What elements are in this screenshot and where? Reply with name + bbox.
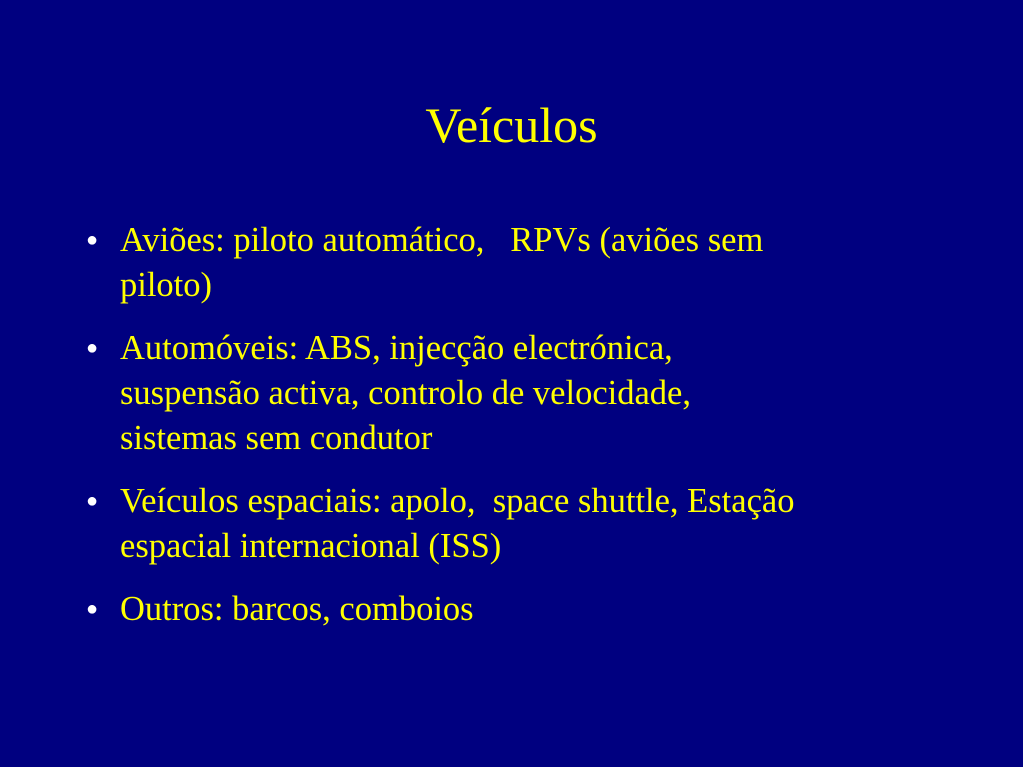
- bullet-icon: ●: [86, 229, 99, 251]
- bullet-text: Automóveis: ABS, injecção electrónica, suspensão activa, controlo de velocidade, sistemas sem condutor: [120, 329, 691, 457]
- bullet-list: [82, 218, 942, 650]
- bullet-item-outros: [82, 587, 942, 632]
- bullet-item-automoveis: [82, 326, 942, 461]
- bullet-text: Aviões: piloto automático, RPVs (aviões sem piloto): [120, 221, 764, 304]
- bullet-text: Outros: barcos, comboios: [120, 590, 474, 628]
- bullet-icon: ●: [86, 337, 99, 359]
- bullet-text: Veículos espaciais: apolo, space shuttle, Estação espacial internacional (ISS): [120, 482, 795, 565]
- bullet-icon: ●: [86, 490, 99, 512]
- bullet-item-veiculos-espaciais: [82, 479, 942, 569]
- slide-title: Veículos: [425, 97, 598, 153]
- bullet-icon: ●: [86, 598, 99, 620]
- bullet-item-avioes: [82, 218, 942, 308]
